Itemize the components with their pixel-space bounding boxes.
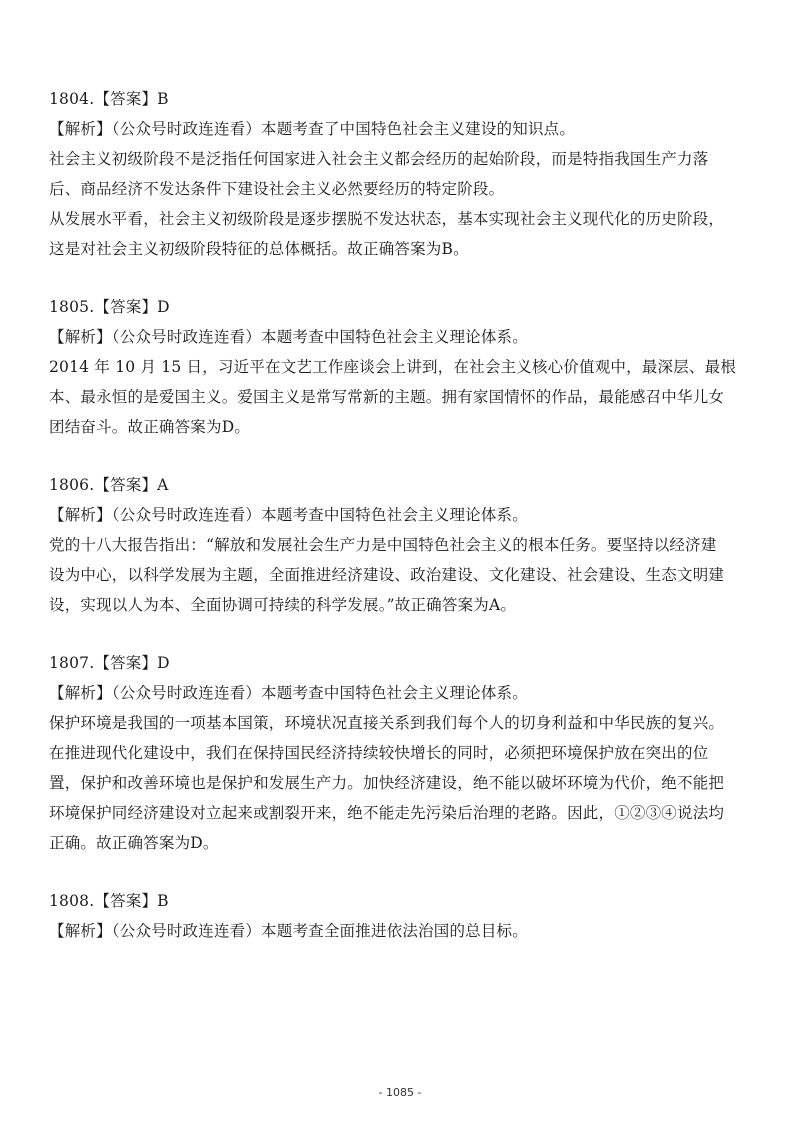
analysis-line: 【解析】（公众号时政连连看）本题考查全面推进依法治国的总目标。: [49, 922, 528, 940]
analysis-line: 【解析】（公众号时政连连看）本题考查中国特色社会主义理论体系。: [49, 506, 528, 524]
body-line: 从发展水平看，社会主义初级阶段是逐步摆脱不发达状态，基本实现社会主义现代化的历史阶段，: [49, 210, 725, 228]
answer-entry-1804: [49, 84, 761, 264]
answer-entry-1808: [49, 886, 761, 946]
body-line: 置，保护和改善环境也是保护和发展生产力。加快经济建设，绝不能以破坏环境为代价，绝不能把: [49, 774, 725, 792]
body-line: 后、商品经济不发达条件下建设社会主义必然要经历的特定阶段。: [49, 180, 505, 198]
body-line: 2014 年 10 月 15 日，习近平在文艺工作座谈会上讲到，在社会主义核心价值观中，最深层、最根: [49, 358, 737, 376]
body-line: 环境保护同经济建设对立起来或割裂开来，绝不能走先污染后治理的老路。因此，①②③④说法均: [49, 804, 725, 822]
body-line: 党的十八大报告指出：“解放和发展社会生产力是中国特色社会主义的根本任务。要坚持以经济建: [49, 536, 717, 554]
body-line: 这是对社会主义初级阶段特征的总体概括。故正确答案为B。: [49, 240, 469, 258]
analysis-line: 【解析】（公众号时政连连看）本题考查中国特色社会主义理论体系。: [49, 328, 528, 346]
document-page: [49, 84, 761, 974]
body-line: 团结奋斗。故正确答案为D。: [49, 418, 251, 436]
answer-entry-1807: [49, 648, 761, 858]
analysis-line: 【解析】（公众号时政连连看）本题考查了中国特色社会主义建设的知识点。: [49, 120, 576, 138]
body-line: 正确。故正确答案为D。: [49, 834, 219, 852]
analysis-line: 【解析】（公众号时政连连看）本题考查中国特色社会主义理论体系。: [49, 684, 528, 702]
page-number: - 1085 -: [378, 1086, 422, 1099]
answer-entry-1806: [49, 470, 761, 620]
body-line: 保护环境是我国的一项基本国策，环境状况直接关系到我们每个人的切身利益和中华民族的复兴。: [49, 714, 725, 732]
body-line: 社会主义初级阶段不是泛指任何国家进入社会主义都会经历的起始阶段，而是特指我国生产力落: [49, 150, 709, 168]
answer-entry-1805: [49, 292, 761, 442]
answer-line: 1806.【答案】A: [49, 476, 169, 494]
answer-line: 1807.【答案】D: [49, 654, 170, 672]
body-line: 设，实现以人为本、全面协调可持续的科学发展。”故正确答案为A。: [49, 596, 517, 614]
answer-line: 1804.【答案】B: [49, 90, 169, 108]
body-line: 设为中心，以科学发展为主题，全面推进经济建设、政治建设、文化建设、社会建设、生态文明建: [49, 566, 725, 584]
answer-line: 1808.【答案】B: [49, 892, 169, 910]
body-line: 在推进现代化建设中，我们在保持国民经济持续较快增长的同时，必须把环境保护放在突出的位: [49, 744, 709, 762]
body-line: 本、最永恒的是爱国主义。爱国主义是常写常新的主题。拥有家国情怀的作品，最能感召中华儿女: [49, 388, 725, 406]
answer-line: 1805.【答案】D: [49, 298, 170, 316]
